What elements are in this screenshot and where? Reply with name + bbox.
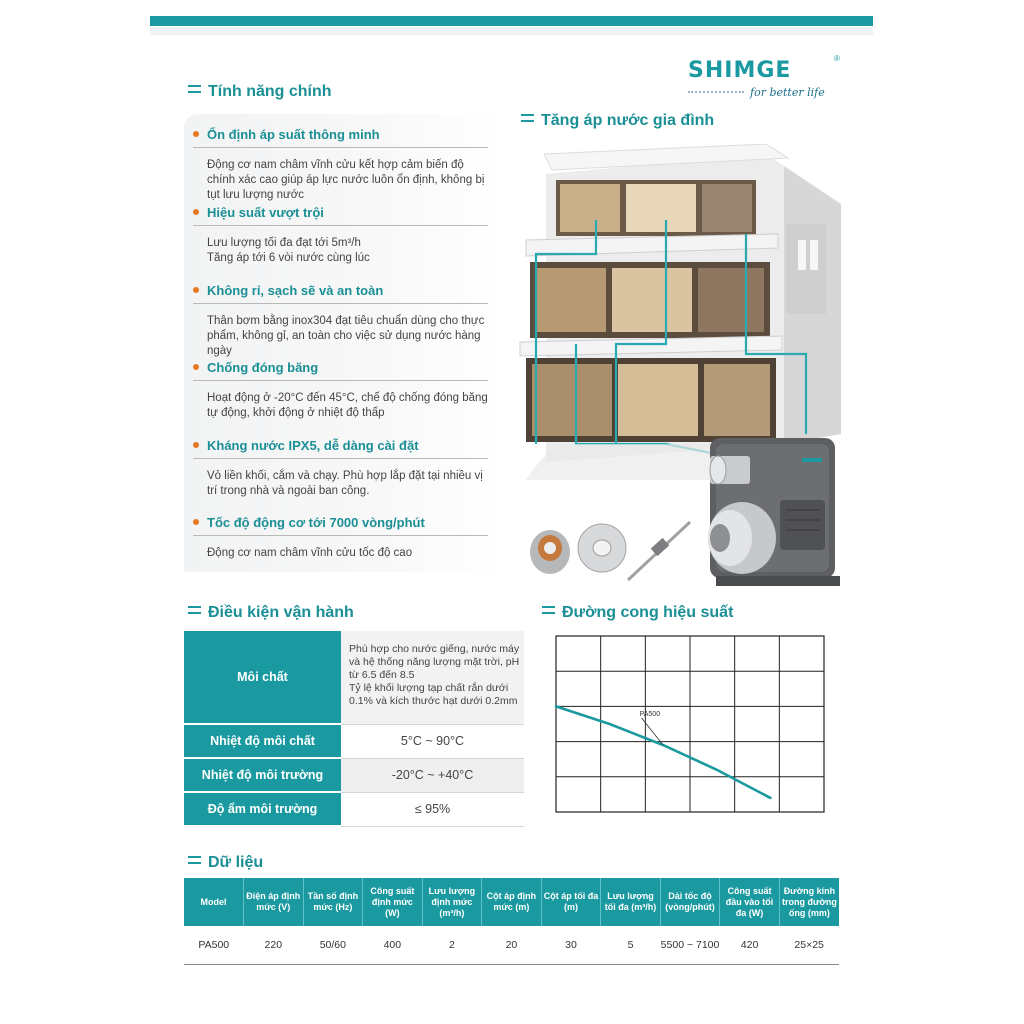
table-cell: 220 [244, 926, 304, 964]
condition-value: ≤ 95% [341, 792, 524, 826]
feature-item [193, 205, 488, 266]
feature-title: Kháng nước IPX5, dễ dàng cài đặt [193, 438, 488, 459]
menu-lines-icon [188, 856, 201, 864]
feature-desc: Vỏ liền khối, cắm và chạy. Phù hợp lắp đặt tại nhiều vị trí trong nhà và ngoài ban công. [207, 470, 483, 497]
feature-item [193, 515, 488, 561]
column-header: Công suất đầu vào tối đa (W) [720, 878, 780, 926]
feature-title: Tốc độ động cơ tới 7000 vòng/phút [193, 515, 488, 536]
brand-slogan: for better life [750, 86, 825, 99]
column-header: Tần số định mức (Hz) [303, 878, 363, 926]
feature-title: Chống đóng băng [193, 360, 488, 381]
condition-key: Môi chất [184, 631, 341, 724]
table-row [184, 724, 524, 758]
section-title-curve: Đường cong hiệu suất [542, 604, 733, 622]
table-cell: 5500 ~ 7100 [660, 926, 720, 964]
condition-key: Độ ẩm môi trường [184, 792, 341, 826]
table-row [184, 631, 524, 724]
table-cell: 2 [422, 926, 482, 964]
condition-value: -20°C ~ +40°C [341, 758, 524, 792]
column-header: Lưu lượng định mức (m³/h) [422, 878, 482, 926]
column-header: Đường kính trong đường ống (mm) [779, 878, 839, 926]
feature-item [193, 360, 488, 421]
table-cell: 420 [720, 926, 780, 964]
menu-lines-icon [188, 606, 201, 614]
condition-key: Nhiệt độ môi chất [184, 724, 341, 758]
feature-desc: Thân bơm bằng inox304 đạt tiêu chuẩn dùng cho thực phẩm, không gỉ, an toàn cho việc sử dụng nước hàng ngày [207, 315, 485, 357]
menu-lines-icon [521, 114, 534, 122]
feature-desc: Động cơ nam châm vĩnh cửu tốc độ cao [207, 547, 413, 559]
section-title-home: Tăng áp nước gia đình [521, 112, 714, 130]
section-title-data: Dữ liệu [188, 854, 263, 872]
table-cell: 30 [541, 926, 601, 964]
table-cell: PA500 [184, 926, 244, 964]
condition-key: Nhiệt độ môi trường [184, 758, 341, 792]
table-cell: 400 [363, 926, 423, 964]
condition-value: 5°C ~ 90°C [341, 724, 524, 758]
brand-dots [688, 91, 744, 93]
feature-item [193, 438, 488, 499]
product-data-table [184, 878, 839, 965]
feature-item [193, 283, 488, 359]
table-row [184, 758, 524, 792]
section-title-features: Tính năng chính [188, 83, 332, 101]
menu-lines-icon [542, 606, 555, 614]
brand-logo [688, 54, 840, 99]
feature-title: Ổn định áp suất thông minh [193, 127, 488, 148]
operating-conditions-table [184, 631, 524, 827]
header-bar [150, 16, 873, 26]
feature-title: Hiệu suất vượt trội [193, 205, 488, 226]
section-title-conditions: Điều kiện vận hành [188, 604, 354, 622]
table-header-row [184, 878, 839, 926]
column-header: Lưu lượng tối đa (m³/h) [601, 878, 661, 926]
feature-desc: Lưu lượng tối đa đạt tới 5m³/h Tăng áp tới 6 vòi nước cùng lúc [207, 237, 370, 264]
header-bar-shadow [150, 27, 873, 35]
table-row [184, 926, 839, 964]
menu-lines-icon [188, 85, 201, 93]
pump-product-image [520, 430, 840, 590]
column-header: Cột áp tối đa (m) [541, 878, 601, 926]
column-header: Cột áp định mức (m) [482, 878, 542, 926]
feature-desc: Động cơ nam châm vĩnh cửu kết hợp cảm biến độ chính xác cao giúp áp lực nước luôn ổn định, không bị tụt lưu lượng nước [207, 159, 485, 201]
performance-curve-chart [538, 630, 838, 835]
brand-name: SHIMGE [688, 58, 792, 83]
table-cell: 5 [601, 926, 661, 964]
table-cell: 20 [482, 926, 542, 964]
feature-desc: Hoạt động ở -20°C đến 45°C, chế độ chống đóng băng tự động, khởi động ở nhiệt độ thấp [207, 392, 488, 419]
column-header: Dải tốc độ (vòng/phút) [660, 878, 720, 926]
column-header: Công suất định mức (W) [363, 878, 423, 926]
table-cell: 50/60 [303, 926, 363, 964]
table-row [184, 792, 524, 826]
column-header: Điện áp định mức (V) [244, 878, 304, 926]
series-label: PA500 [639, 711, 661, 718]
table-cell: 25×25 [779, 926, 839, 964]
condition-value: Phù hợp cho nước giếng, nước máy và hệ thống năng lượng mặt trời, pH từ 6.5 đến 8.5 Tỷ lệ khối lượng tạp chất rắn dưới 0.1% và kích thước hạt dưới 0.2mm [341, 631, 524, 724]
brand-registered-mark: ® [834, 54, 840, 63]
feature-title: Không rỉ, sạch sẽ và an toàn [193, 283, 488, 304]
column-header: Model [184, 878, 244, 926]
feature-item [193, 127, 488, 203]
